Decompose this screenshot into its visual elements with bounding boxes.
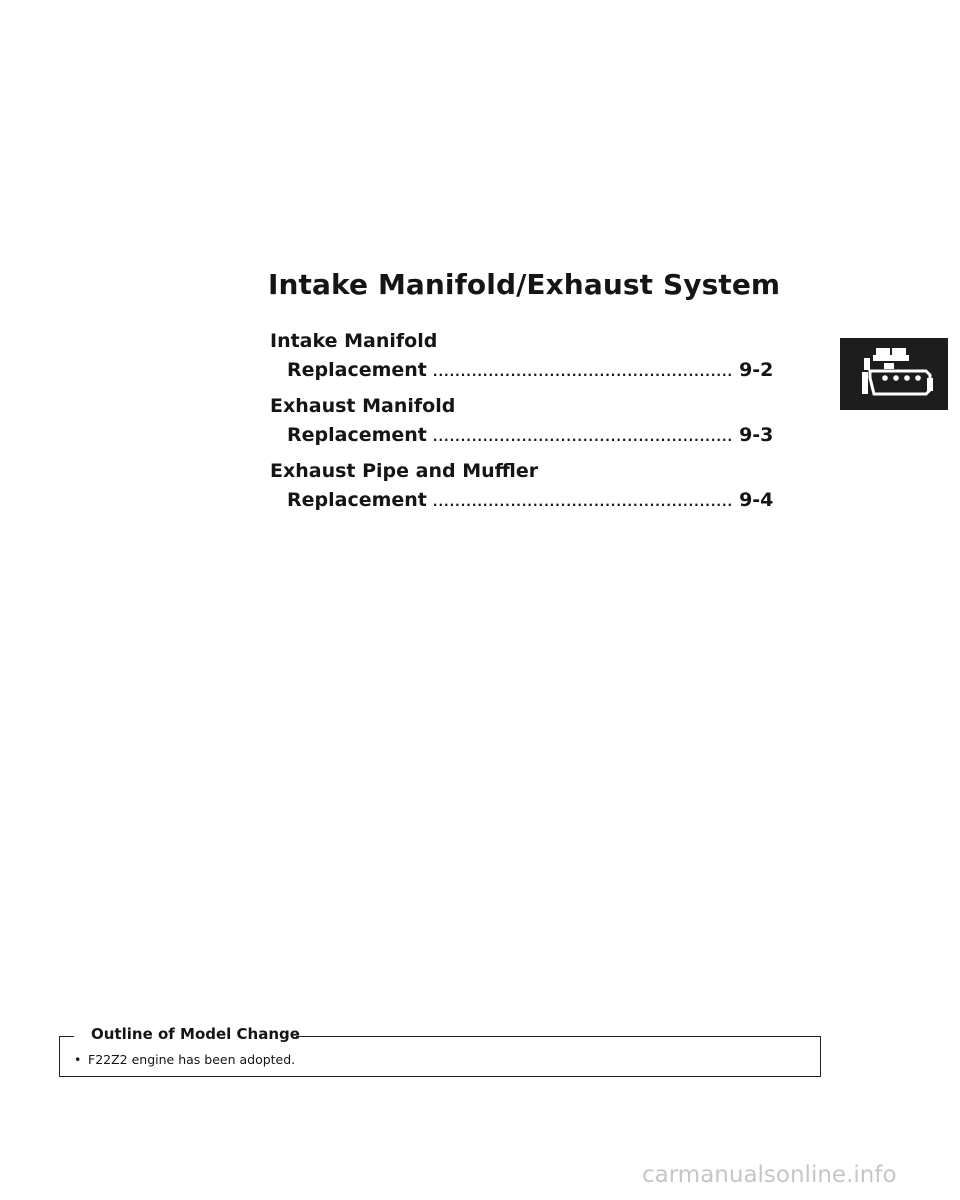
toc-entry[interactable] <box>270 355 774 385</box>
toc-heading: Intake Manifold <box>270 330 438 352</box>
table-of-contents <box>270 327 774 522</box>
outline-item-text: F22Z2 engine has been adopted. <box>88 1052 296 1067</box>
outline-of-model-change-box <box>59 1025 821 1077</box>
bullet: • <box>74 1052 82 1067</box>
toc-heading: Exhaust Pipe and Muffler <box>270 460 539 482</box>
toc-section-exhaust-pipe-muffler <box>270 457 774 515</box>
toc-page-number: 9-2 <box>739 359 774 381</box>
toc-page-number: 9-4 <box>739 489 774 511</box>
toc-section-exhaust-manifold <box>270 392 774 450</box>
toc-heading: Exhaust Manifold <box>270 395 456 417</box>
engine-icon <box>840 338 948 410</box>
watermark: carmanualsonline.info <box>642 1162 897 1188</box>
toc-entry-label: Replacement <box>287 359 427 381</box>
toc-entry[interactable] <box>270 420 774 450</box>
toc-entry-label: Replacement <box>287 489 427 511</box>
outline-title: Outline of Model Change <box>91 1025 300 1043</box>
toc-dot-leader: ...................................................... <box>432 495 734 509</box>
page-title: Intake Manifold/Exhaust System <box>268 268 781 301</box>
toc-page-number: 9-3 <box>739 424 774 446</box>
outline-item <box>74 1052 295 1067</box>
toc-entry[interactable] <box>270 485 774 515</box>
toc-dot-leader: ...................................................... <box>432 430 734 444</box>
toc-section-intake-manifold <box>270 327 774 385</box>
toc-entry-label: Replacement <box>287 424 427 446</box>
section-tab <box>840 338 948 410</box>
toc-dot-leader: ...................................................... <box>432 365 734 379</box>
